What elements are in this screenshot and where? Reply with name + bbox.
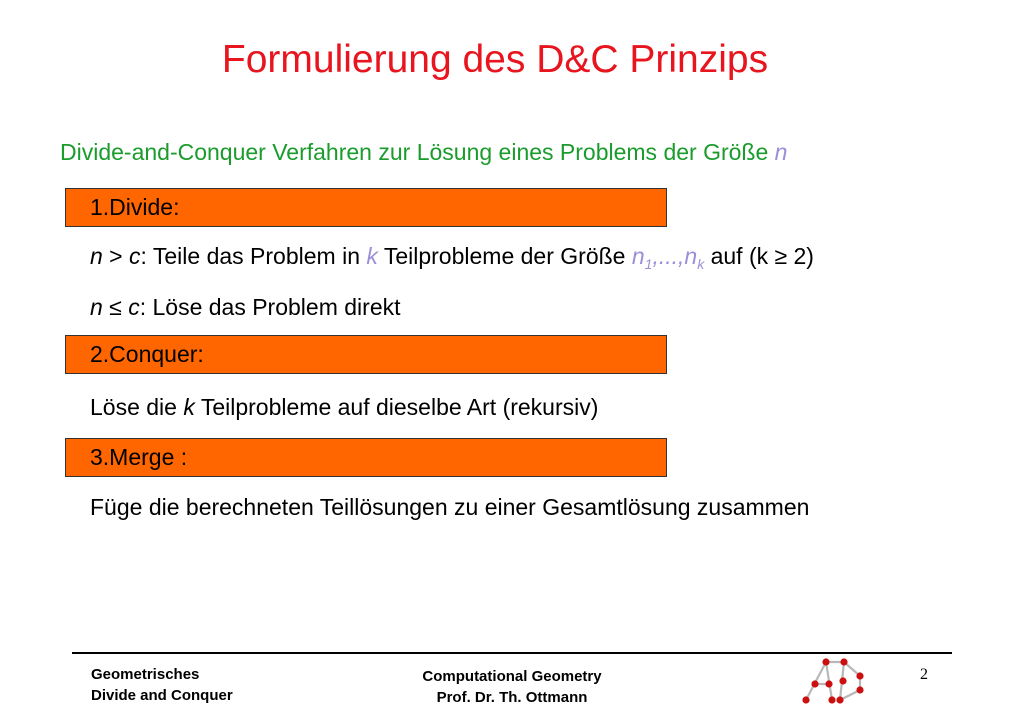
- section-merge-header: [65, 438, 667, 477]
- divide-rule-large: [90, 243, 814, 272]
- footer-divider: [72, 652, 952, 654]
- var-k: k: [366, 243, 378, 269]
- footer-center-line-1: Computational Geometry: [422, 668, 602, 685]
- divide-text-2: Teilprobleme der Größe: [377, 243, 632, 269]
- page-number: 2: [920, 666, 928, 683]
- slide-title: Formulierung des D&C Prinzips: [221, 38, 769, 81]
- divide-text-direct: : Löse das Problem direkt: [139, 294, 401, 320]
- footer-left: [91, 664, 233, 706]
- conquer-rule: [90, 394, 598, 421]
- section-conquer-header: [65, 335, 667, 374]
- section-divide-label: 1.Divide:: [90, 194, 180, 220]
- slide-subtitle: [60, 139, 787, 166]
- op-greater: >: [102, 243, 130, 269]
- subtitle-text: Divide-and-Conquer Verfahren zur Lösung eines Problems der Größe: [60, 139, 775, 165]
- var-n: n: [90, 243, 103, 269]
- section-divide-header: [65, 188, 667, 227]
- footer-left-line-1: Geometrisches: [91, 666, 200, 683]
- conquer-text-1: Löse die: [90, 394, 184, 420]
- divide-text-3: auf (k ≥ 2): [704, 243, 814, 269]
- var-k: k: [183, 394, 195, 420]
- sub-k: k: [697, 256, 705, 272]
- footer-center: [372, 666, 652, 708]
- section-merge-label: 3.Merge :: [90, 444, 188, 470]
- var-c: c: [128, 294, 140, 320]
- var-n1: n: [631, 243, 645, 269]
- section-conquer-label: 2.Conquer:: [90, 341, 204, 367]
- ad-graph-logo-icon: [798, 656, 870, 708]
- subtitle-variable: n: [774, 139, 788, 165]
- var-n: n: [90, 294, 103, 320]
- var-nk: n: [684, 243, 698, 269]
- sub-1: 1: [644, 256, 653, 272]
- divide-text-1: : Teile das Problem in: [140, 243, 367, 269]
- footer-center-line-2: Prof. Dr. Th. Ottmann: [436, 689, 588, 706]
- divide-rule-small: [90, 294, 401, 321]
- op-leq: ≤: [102, 294, 129, 320]
- footer-left-line-2: Divide and Conquer: [91, 687, 233, 704]
- merge-rule: Füge die berechneten Teillösungen zu einer Gesamtlösung zusammen: [90, 494, 810, 520]
- var-c: c: [129, 243, 141, 269]
- conquer-text-2: Teilprobleme auf dieselbe Art (rekursiv): [194, 394, 599, 420]
- dots: ,...,: [652, 243, 685, 269]
